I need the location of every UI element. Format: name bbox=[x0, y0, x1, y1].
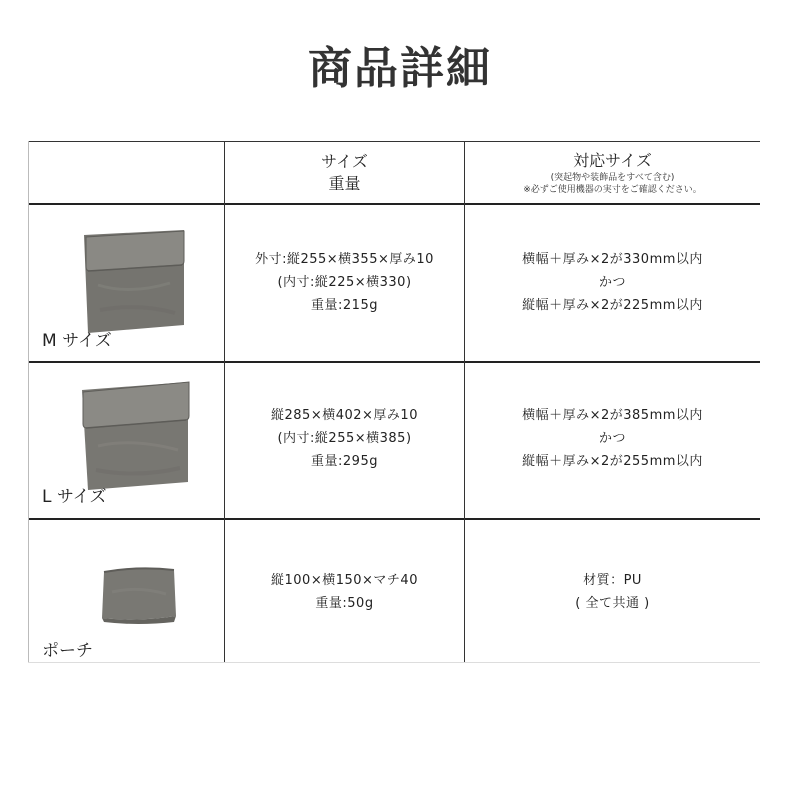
l-size-label: L サイズ bbox=[42, 487, 107, 507]
m-size-fit-width: 横幅＋厚み×2が330mm以内 bbox=[522, 251, 703, 267]
header-compatible-size bbox=[465, 142, 760, 203]
pouch-image bbox=[98, 562, 178, 624]
table-left-border bbox=[28, 141, 29, 662]
l-size-dimensions bbox=[225, 378, 464, 498]
m-size-outer: 外寸:縦255×横355×厚み10 bbox=[255, 251, 434, 267]
l-size-compatible bbox=[465, 378, 760, 498]
header-size-weight bbox=[225, 142, 464, 203]
m-size-inner: (内寸:縦225×横330) bbox=[277, 274, 412, 290]
pouch-material-value: 材質：PU bbox=[583, 573, 642, 588]
m-size-fit-and: かつ bbox=[598, 274, 626, 290]
table-bottom-border bbox=[28, 662, 760, 663]
m-size-weight: 重量:215g bbox=[311, 297, 378, 313]
l-size-sleeve-image bbox=[78, 378, 193, 493]
header-compatible-label: 対応サイズ bbox=[573, 150, 652, 170]
m-size-sleeve-image bbox=[80, 225, 190, 337]
row-divider-1 bbox=[28, 361, 760, 363]
l-size-inner: (内寸:縦255×横385) bbox=[277, 430, 412, 446]
header-divider bbox=[28, 203, 760, 205]
header-size-label: サイズ bbox=[321, 151, 368, 171]
row-divider-2 bbox=[28, 518, 760, 520]
m-size-compatible bbox=[465, 222, 760, 342]
l-size-fit-width: 横幅＋厚み×2が385mm以内 bbox=[522, 407, 703, 423]
header-weight-label: 重量 bbox=[328, 173, 361, 193]
pouch-dimensions bbox=[225, 566, 464, 618]
pouch-weight: 重量:50g bbox=[315, 596, 374, 611]
pouch-size: 縦100×横150×マチ40 bbox=[271, 573, 418, 588]
l-size-outer: 縦285×横402×厚み10 bbox=[271, 407, 418, 423]
header-note-2: ※必ずご使用機器の実寸をご確認ください。 bbox=[523, 184, 702, 195]
l-size-weight: 重量:295g bbox=[311, 453, 378, 469]
pouch-label: ポーチ bbox=[42, 641, 93, 661]
pouch-material-note: ( 全て共通 ) bbox=[575, 596, 650, 611]
m-size-label: M サイズ bbox=[42, 331, 112, 351]
l-size-fit-height: 縦幅＋厚み×2が255mm以内 bbox=[522, 453, 703, 469]
m-size-dimensions bbox=[225, 222, 464, 342]
l-size-fit-and: かつ bbox=[598, 430, 626, 446]
header-note-1: (突起物や装飾品をすべて含む) bbox=[550, 172, 675, 183]
page-title: 商品詳細 bbox=[308, 43, 492, 94]
m-size-fit-height: 縦幅＋厚み×2が225mm以内 bbox=[522, 297, 703, 313]
pouch-material bbox=[465, 566, 760, 618]
